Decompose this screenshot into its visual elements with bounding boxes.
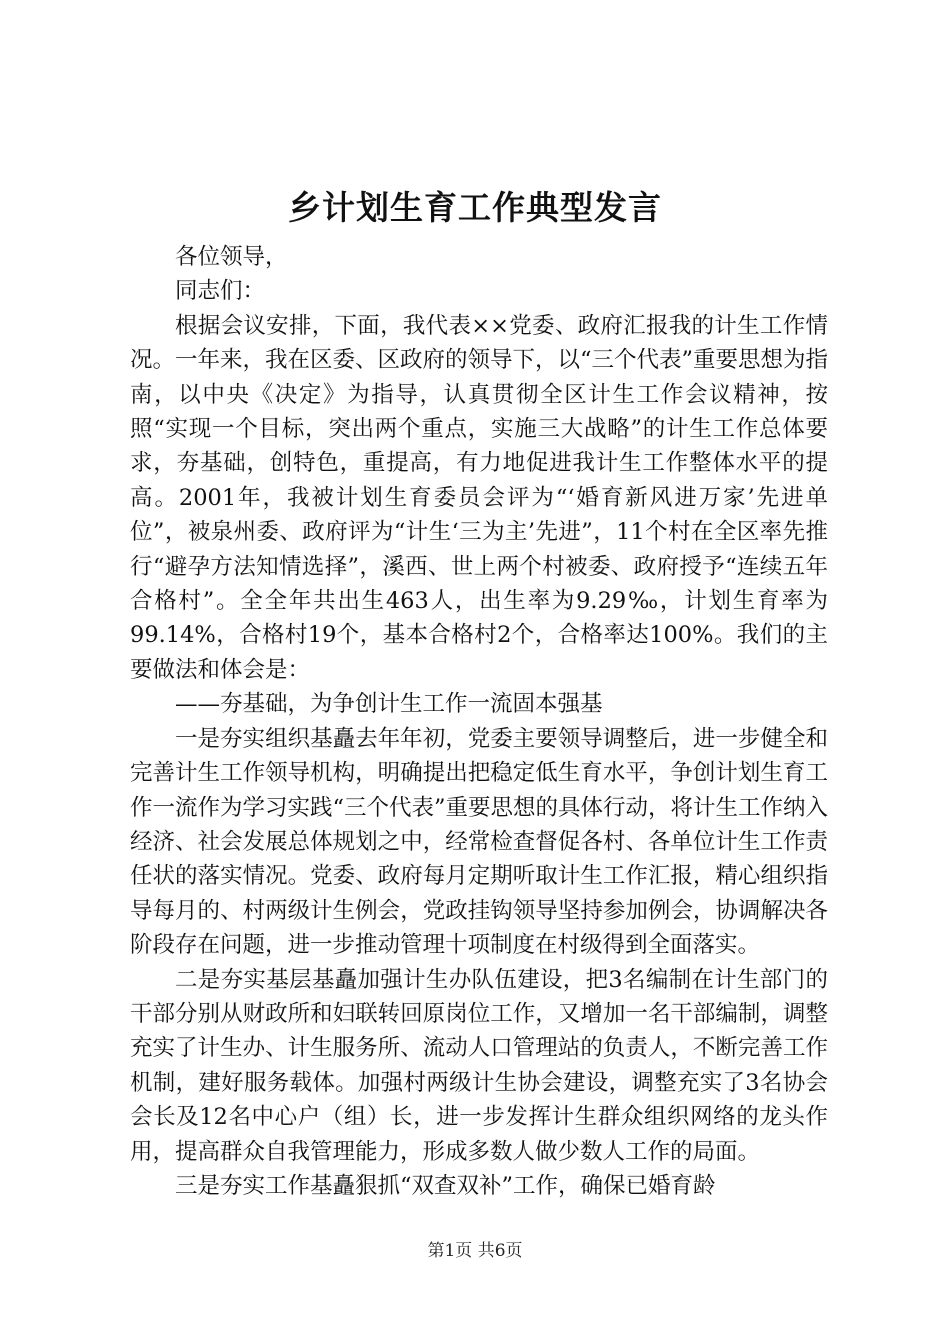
- section-heading-foundation: ——夯基础，为争创计生工作一流固本强基: [175, 691, 603, 718]
- document-title: 乡计划生育工作典型发言: [288, 188, 662, 227]
- paragraph-organization: 一是夯实组织基矗去年年初，党委主要领导调整后，进一步健全和完善计生工作领导机构，明确提出把稳定低生育水平，争创计划生育工作一流作为学习实践“三个代表”重要思想的具体行动，将计生工作纳入经济、社会发展总体规划之中，经常检查督促各村、各单位计生工作责任状的落实情况。党委、政府每月定期听取计生工作汇报，精心组织指导每月的、村两级计生例会，党政挂钩领导坚持参加例会，协调解决各阶段存在问题，进一步推动管理十项制度在村级得到全面落实。: [130, 725, 829, 959]
- salutation-comrades: 同志们：: [175, 278, 266, 305]
- salutation-leaders: 各位领导，: [175, 244, 288, 270]
- page-footer: 第1页 共6页: [427, 1241, 523, 1261]
- document-body: [130, 240, 828, 1203]
- paragraph-work-foundation: 三是夯实工作基矗狠抓“双查双补”工作，确保已婚育龄: [175, 1172, 716, 1199]
- paragraph-intro: 根据会议安排，下面，我代表××党委、政府汇报我的计生工作情况。一年来，我在区委、区政府的领导下，以“三个代表”重要思想为指南，以中央《决定》为指导，认真贯彻全区计生工作会议精神，按照“实现一个目标，突出两个重点，实施三大战略”的计生工作总体要求，夯基础，创特色，重提高，有力地促进我计生工作整体水平的提高。2001年，我被计划生育委员会评为“‘婚育新风进万家’先进单位”，被泉州委、政府评为“计生‘三为主’先进”，11个村在全区率先推行“避孕方法知情选择”，溪西、世上两个村被委、政府授予“连续五年合格村”。全全年共出生463人，出生率为9.29‰，计划生育率为99.14%，合格村19个，基本合格村2个，合格率达100%。我们的主要做法和体会是：: [130, 312, 829, 683]
- paragraph-grassroots: 二是夯实基层基矗加强计生办队伍建设，把3名编制在计生部门的干部分别从财政所和妇联转回原岗位工作，又增加一名干部编制，调整充实了计生办、计生服务所、流动人口管理站的负责人，不断完善工作机制，建好服务载体。加强村两级计生协会建设，调整充实了3名协会会长及12名中心户（组）长，进一步发挥计生群众组织网络的龙头作用，提高群众自我管理能力，形成多数人做少数人工作的局面。: [130, 966, 828, 1165]
